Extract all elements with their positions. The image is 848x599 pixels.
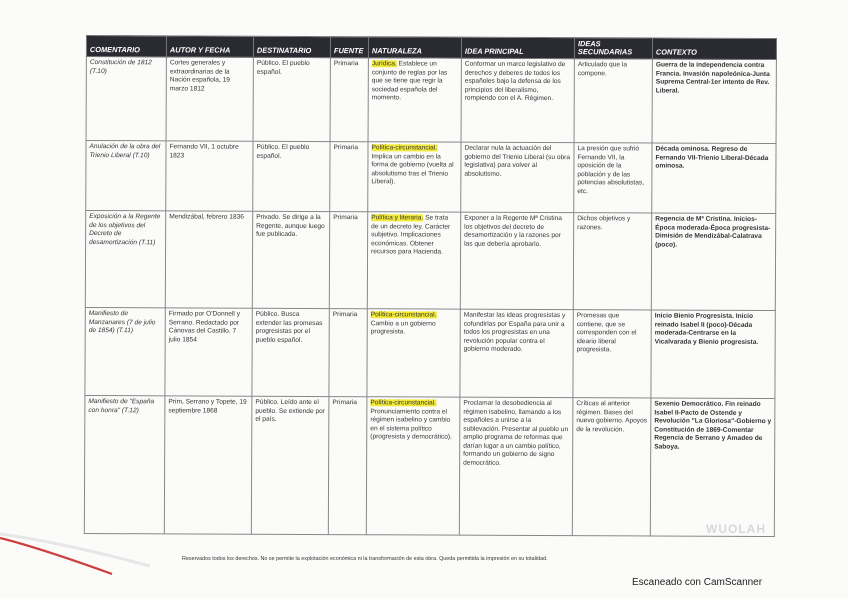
camscanner-label: Escaneado con CamScanner	[632, 577, 763, 588]
cell-ideas-secundarias: Articulado que la compone.	[574, 59, 652, 143]
cell-comentario: Anulación de la obra del Trienio Liberal (T.10)	[86, 141, 166, 211]
cell-contexto: Década ominosa. Regreso de Fernando VII-Trienio Liberal-Década ominosa.	[652, 143, 776, 214]
cell-comentario: Manifiesto de Manzanares (7 de julio de 1854) (T.11)	[85, 307, 165, 395]
cell-autor: Prim, Serrano y Topete, 19 septiembre 1868	[164, 396, 252, 534]
cell-fuente: Primaria	[330, 58, 368, 142]
table-row	[85, 307, 775, 398]
cell-autor: Fernando VII, 1 octubre 1823	[166, 141, 253, 211]
cell-naturaleza	[368, 142, 461, 212]
header-fuente: FUENTE	[330, 37, 368, 58]
summary-table	[84, 35, 777, 537]
cell-destinatario: Público. El pueblo español.	[253, 57, 330, 141]
cell-contexto: Guerra de la independencia contra Francia. Invasión napoleónica-Junta Suprema Central-1er intento de Rev. Liberal.	[652, 59, 776, 144]
header-ideas-secundarias: IDEAS SECUNDARIAS	[574, 38, 652, 59]
header-naturaleza: NATURALEZA	[368, 37, 461, 58]
cell-naturaleza	[367, 309, 460, 397]
cell-comentario: Manifiesto de "España con honra" (T.12)	[84, 395, 165, 533]
cell-contexto: Inicio Bienio Progresista. Inicio reinado Isabel II (poco)-Década moderada-Centrarse en la Vicalvarada y Bienio progresista.	[651, 310, 775, 399]
copyright-footnote: Reservados todos los derechos. No se permite la explotación económica ni la transformación de esta obra. Queda permitida la impresión en su totalidad.	[182, 556, 548, 562]
cell-fuente: Primaria	[329, 212, 367, 309]
table-row	[86, 141, 776, 214]
naturaleza-text: Pronunciamiento contra el régimen isabelino y cambio en el sistema político (progresista y democrático).	[370, 407, 452, 441]
cell-ideas-secundarias: Críticas al anterior régimen. Bases del nuevo gobierno. Apoyos de la revolución.	[572, 398, 651, 536]
cell-destinatario: Privado. Se dirige a la Regente, aunque luego fue publicada.	[252, 211, 329, 308]
header-idea-principal: IDEA PRINCIPAL	[461, 37, 574, 58]
cell-idea-principal: Exponer a la Regente Mª Cristina los objetivos del decreto de desamortización y la razones por las que debería aprobarlo.	[460, 212, 573, 309]
cell-naturaleza	[366, 397, 460, 535]
header-contexto: CONTEXTO	[652, 38, 776, 60]
naturaleza-highlight: Jurídica.	[371, 60, 397, 68]
cell-autor: Firmado por O'Donnell y Serrano. Redactado por Cánovas del Castillo. 7 julio 1854	[165, 308, 252, 396]
naturaleza-text: Cambio a un gobierno progresista.	[370, 319, 436, 336]
cell-fuente: Primaria	[329, 309, 367, 397]
cell-autor: Cortes generales y extraordinarias de la Nación española, 19 marzo 1812	[166, 57, 253, 141]
cell-autor: Mendizábal, febrero 1836	[165, 211, 252, 308]
cell-destinatario: Público. Leído ante el pueblo. Se extiende por el país.	[251, 396, 329, 534]
wuolah-watermark: WUOLAH	[706, 522, 766, 536]
header-row	[86, 36, 776, 60]
table-row	[84, 395, 775, 536]
table-row	[86, 57, 776, 144]
cell-destinatario: Público. Busca extender las promesas progresistas por el pueblo español.	[252, 308, 329, 396]
cell-naturaleza	[368, 58, 461, 142]
cell-naturaleza	[367, 212, 460, 309]
header-autor: AUTOR Y FECHA	[166, 36, 253, 57]
cell-comentario: Exposición a la Regente de los objetivos del Decreto de desamortización (T.11)	[85, 211, 165, 308]
naturaleza-highlight: Política y literaria.	[371, 214, 424, 222]
header-destinatario: DESTINATARIO	[253, 36, 330, 57]
cell-idea-principal: Manifestar las ideas progresistas y cofundirlas por España para unir a todos los progresistas en una revolución popular contra el gobierno moderado.	[460, 309, 573, 397]
naturaleza-highlight: Política-circunstancial.	[370, 311, 437, 319]
naturaleza-text: Establece un conjunto de reglas por las que se tiene que regir la sociedad española del momento.	[371, 60, 448, 102]
cell-comentario: Constitución de 1812 (T.10)	[86, 57, 166, 141]
cell-ideas-secundarias: Dichos objetivos y razones.	[573, 213, 651, 310]
naturaleza-text: Implica un cambio en la forma de gobierno (vuelta al absolutismo tras el Trienio Liberal).	[371, 152, 454, 186]
table-row	[85, 211, 775, 311]
cell-fuente: Primaria	[330, 142, 368, 212]
cell-idea-principal: Conformar un marco legislativo de derechos y deberes de todos los españoles bajo la defensa de los principios del liberalismo, rompiendo con el A. Régimen.	[461, 58, 574, 142]
cell-contexto: Regencia de Mª Cristina. Inicios-Época moderada-Época progresista-Dimisión de Mendizábal-Calatrava (poco).	[651, 213, 775, 311]
naturaleza-text: Se trata de un decreto ley. Carácter subjetivo. Implicaciones económicas. Obtener recursos para Hacienda.	[371, 214, 451, 256]
cell-idea-principal: Proclamar la desobediencia al régimen isabelino, llamando a los españoles a unirse a la sublevación. Presentar al pueblo un amplio programa de reformas que darían lugar a un cambio político, formando un gobierno de signo democrático.	[459, 397, 573, 535]
cell-ideas-secundarias: Promesas que contiene, que se corresponden con el ideario liberal progresista.	[573, 310, 651, 398]
cell-contexto: Sexenio Democrático. Fin reinado Isabel II-Pacto de Ostende y Revolución "La Gloriosa"-Gobierno y Constitución de 1869-Comentar Regencia de Serrano y Amadeo de Saboya.	[650, 398, 775, 537]
cell-fuente: Primaria	[328, 397, 367, 535]
cell-destinatario: Público. El pueblo español.	[253, 141, 330, 211]
cell-ideas-secundarias: La presión que sufrió Fernando VII, la oposición de la población y de las potencias absolutistas, etc.	[574, 143, 652, 213]
naturaleza-highlight: Política-circunstancial.	[371, 144, 438, 152]
naturaleza-highlight: Política-circunstancial.	[370, 399, 437, 407]
cell-idea-principal: Declarar nula la actuación del gobierno del Trienio Liberal (su obra legislativa) para volver al absolutismo.	[461, 142, 574, 212]
header-comentario: COMENTARIO	[86, 36, 166, 57]
